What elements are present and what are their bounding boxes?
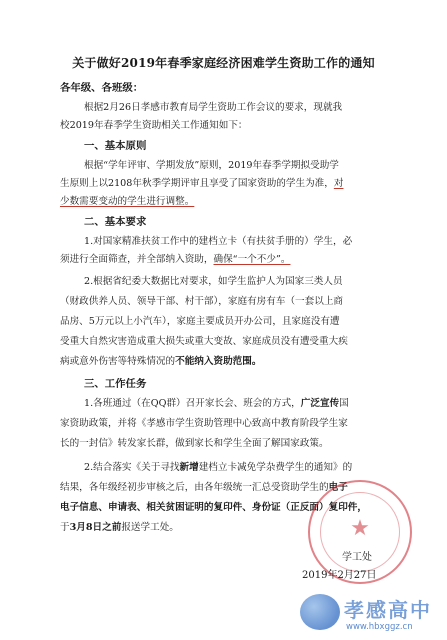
section1-line-2 <box>60 178 400 190</box>
site-watermark <box>300 592 447 640</box>
intro-line-1: 根据2月26日孝感市教育局学生资助工作会议的要求，现就我 <box>84 102 343 113</box>
section2-item2-line-4: 受重大自然灾害造成重大损失或重大变故、家庭成员没有遭受重大疾 <box>60 336 348 347</box>
section1-line-2-text: 生原则上以2108年秋季学期评审且享受了国家资助的学生为准， <box>60 178 334 189</box>
section2-heading: 二、基本要求 <box>84 216 147 228</box>
section2-item2-text: 病或意外伤害等特殊情况的 <box>60 356 176 367</box>
section3-item1-text: 1.各班通过（在QQ群）召开家长会、班会的方式， <box>84 398 301 409</box>
school-logo-icon <box>300 594 340 630</box>
section3-item2-line-4-tail: 报送学工处。 <box>121 522 179 533</box>
section3-item1-line-2: 家资助政策，并将《孝感市学生资助管理中心致高中教育阶段学生家 <box>60 418 348 429</box>
section3-item2-tail: 建档立卡减免学杂费学生的通知》的 <box>198 462 353 473</box>
signature-date: 2019年2月27日 <box>302 570 377 581</box>
section3-item2-line-1 <box>84 462 400 474</box>
document-title: 关于做好2019年春季家庭经济困难学生资助工作的通知 <box>72 56 375 70</box>
section3-item1-bold: 广泛宣传 <box>300 398 340 409</box>
section3-item2-line-4-text: 于 <box>60 522 70 533</box>
section2-item2-bold: 不能纳入资助范围。 <box>175 356 262 367</box>
section3-item2-line-2-text: 结果，各年级经初步审核之后，由各年级统一汇总受资助学生的 <box>60 482 329 493</box>
section3-heading: 三、工作任务 <box>84 378 147 390</box>
seal-star-icon: ★ <box>350 516 370 541</box>
section1-line-3: 少数需要变动的学生进行调整。 <box>60 196 195 207</box>
section2-item1-line-1: 1.对国家精准扶贫工作中的建档立卡（有扶贫手册的）学生，必 <box>84 236 353 247</box>
section2-item2-line-3: 品房、5万元以上小汽车），家庭主要成员开办公司，且家庭没有遭 <box>60 316 340 327</box>
signature-office: 学工处 <box>342 552 372 563</box>
section2-item1-line-2 <box>60 254 400 266</box>
section1-heading: 一、基本原则 <box>84 140 147 152</box>
section1-line-2-underlined: 对 <box>333 178 344 189</box>
section3-item2-line-3: 电子信息、申请表、相关贫困证明的复印件、身份证（正反面）复印件， <box>60 502 367 513</box>
watermark-url: www.hbxggz.cn <box>346 622 413 632</box>
section3-item2-bold: 新增 <box>179 462 199 473</box>
section2-item2-line-5 <box>60 356 400 368</box>
salutation: 各年级、各班级： <box>60 82 144 94</box>
section2-item2-line-1: 2.根据省纪委大数据比对要求，如学生监护人为国家三类人员 <box>84 276 343 287</box>
section3-item2-line-2-bold: 电子 <box>328 482 348 493</box>
section3-item1-line-1 <box>84 398 400 410</box>
section2-item1-text: 须进行全面筛查，并全部纳入资助， <box>60 254 214 265</box>
section3-item2-text: 2.结合落实《关于寻找 <box>84 462 180 473</box>
section3-item1-tail: 国 <box>339 398 349 409</box>
section2-item1-underlined: 确保“一个不少”。 <box>213 254 291 265</box>
section2-item2-line-2: （财政供养人员、领导干部、村干部），家庭有房有车（一套以上商 <box>60 296 344 307</box>
section3-item1-line-3: 长的一封信》转发家长群，做到家长和学生全面了解国家政策。 <box>60 438 329 449</box>
section1-line-1: 根据“学年评审、学期发放”原则，2019年春季学期拟受助学 <box>84 160 339 171</box>
section3-item2-deadline: 3月8日之前 <box>69 522 122 533</box>
watermark-title: 孝感高中 <box>344 598 432 622</box>
intro-line-2: 校2019年春季学生资助相关工作通知如下： <box>60 120 248 131</box>
